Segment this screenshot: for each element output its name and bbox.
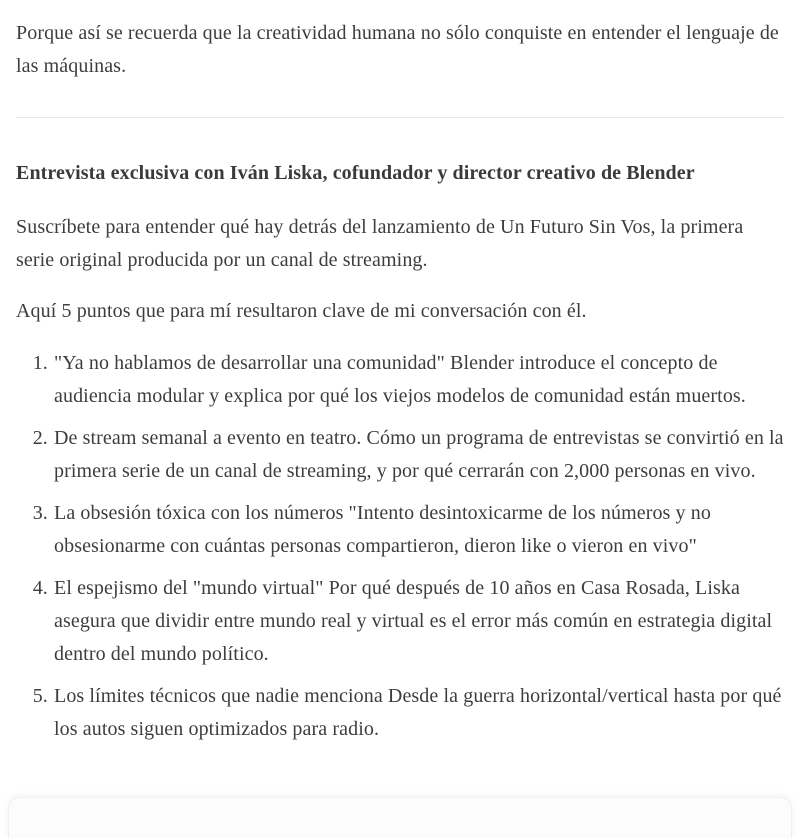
list-item: 4. El espejismo del "mundo virtual" Por qué después de 10 años en Casa Rosada, Liska asegura que dividir entre mundo real y virtual es el error más común en estrategia digital dentro del mundo político.: [53, 572, 784, 671]
points-intro-paragraph: Aquí 5 puntos que para mí resultaron clave de mi conversación con él.: [16, 300, 587, 322]
list-item: 3. La obsesión tóxica con los números "Intento desintoxicarme de los números y no obsesionarme con cuántas personas compartieron, dieron like o vieron en vivo": [53, 497, 784, 563]
list-item: 5. Los límites técnicos que nadie menciona Desde la guerra horizontal/vertical hasta por qué los autos siguen optimizados para radio.: [53, 680, 784, 746]
section-divider: [16, 117, 784, 118]
subscribe-paragraph: Suscríbete para entender qué hay detrás del lanzamiento de Un Futuro Sin Vos, la primera serie original producida por un canal de streaming.: [16, 216, 744, 271]
bottom-sticky-bar[interactable]: [8, 797, 792, 838]
intro-paragraph: Porque así se recuerda que la creatividad humana no sólo conquiste en entender el lenguaje de las máquinas.: [16, 22, 779, 77]
list-item: 2. De stream semanal a evento en teatro. Cómo un programa de entrevistas se convirtió en la primera serie de un canal de streaming, y por qué cerrarán con 2,000 personas en vivo.: [53, 422, 784, 488]
numbered-points-list: [16, 347, 784, 746]
section-heading: Entrevista exclusiva con Iván Liska, cofundador y director creativo de Blender: [16, 162, 695, 184]
list-item: 1. "Ya no hablamos de desarrollar una comunidad" Blender introduce el concepto de audiencia modular y explica por qué los viejos modelos de comunidad están muertos.: [53, 347, 784, 413]
